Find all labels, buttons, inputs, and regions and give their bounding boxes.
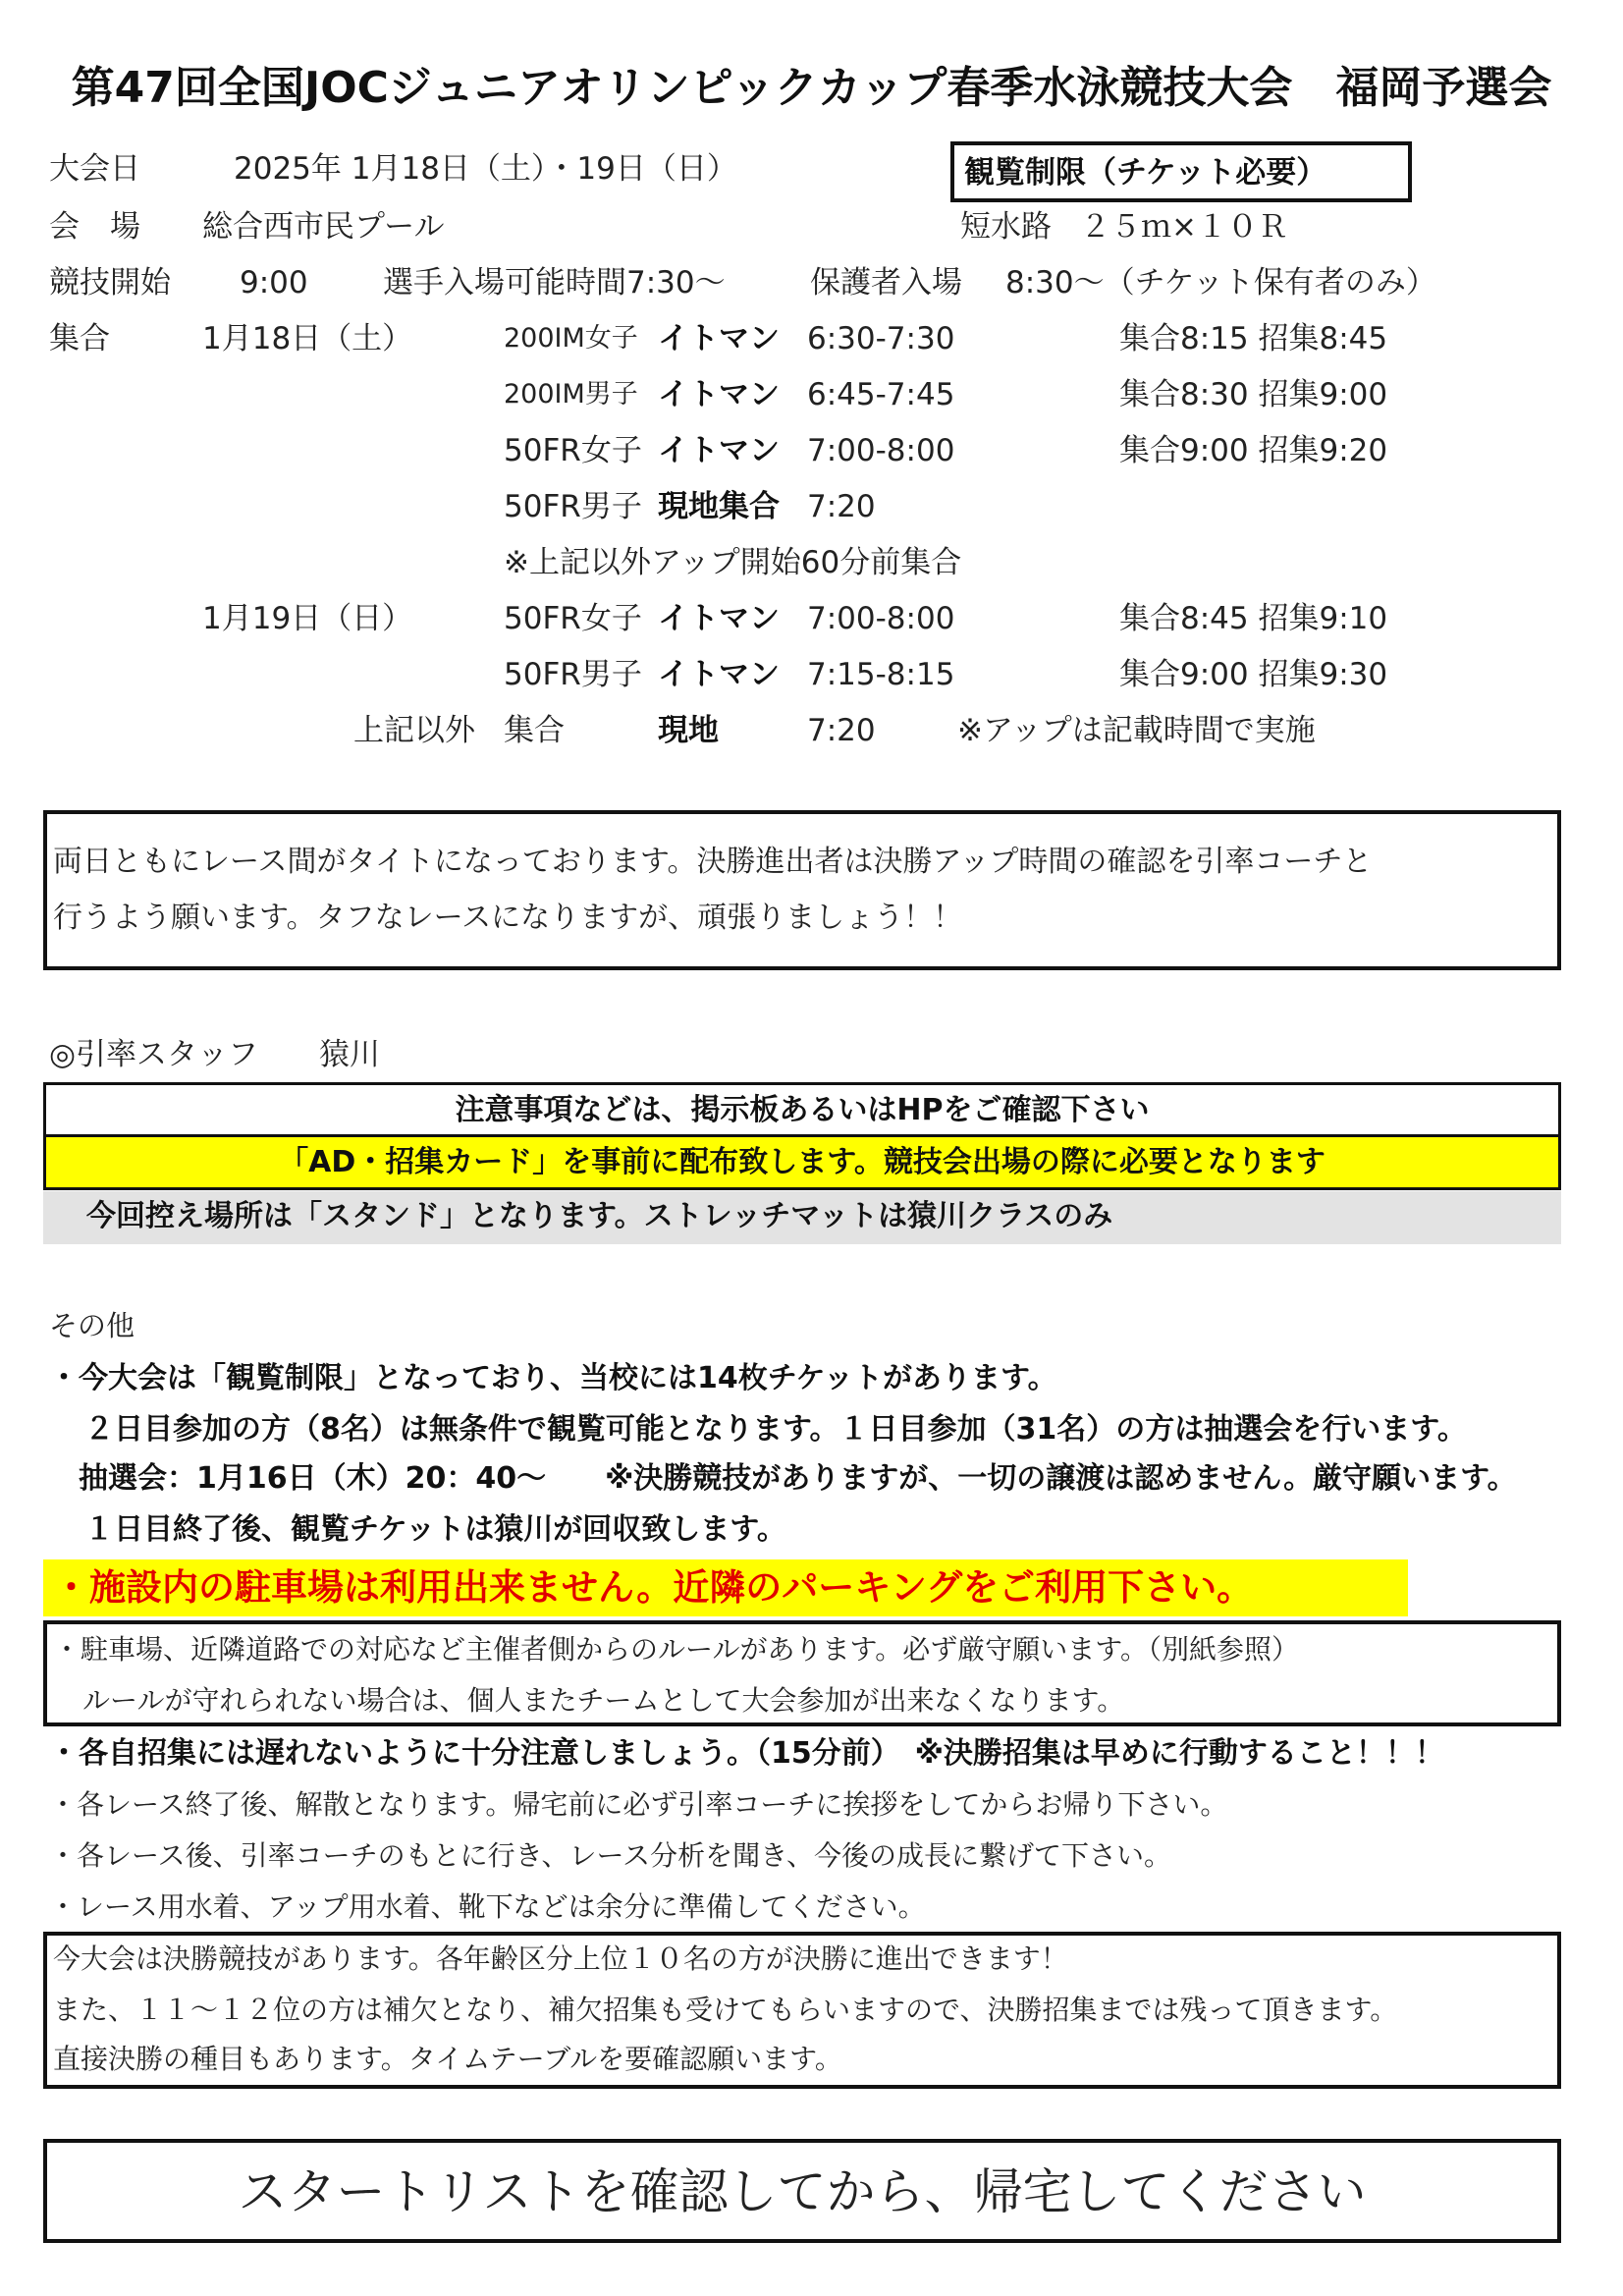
guardian-label: 保護者入場 (810, 265, 962, 301)
other-label: 上記以外 (353, 713, 475, 748)
notice-banner-gray: 今回控え場所は「スタンド」となります。ストレッチマットは猿川クラスのみ (43, 1191, 1561, 1244)
call-warning: ・各自招集には遅れないように十分注意しましょう。（15分前） ※決勝招集は早めに行動すること！！！ (49, 1736, 1444, 1771)
parking-rule-line: ・駐車場、近隣道路での対応など主催者側からのルールがあります。必ず厳守願います。（別紙参照） (53, 1633, 1299, 1666)
after-race-line: ・各レース終了後、解散となります。帰宅前に必ず引率コーチに挨拶をしてからお帰り下さい。 (49, 1788, 1228, 1821)
parking-rules-box (43, 1620, 1561, 1726)
schedule-call: 集合8:45 招集9:10 (1119, 601, 1388, 636)
notice-banner-white: 注意事項などは、掲示板あるいはHPをご確認下さい (43, 1082, 1561, 1137)
ticket-line: １日目終了後、観覧チケットは猿川が回収致します。 (84, 1512, 786, 1547)
schedule-event: 50FR女子 (504, 601, 642, 636)
schedule-event: 50FR男子 (504, 657, 642, 692)
venue-label: 会 場 (49, 209, 140, 245)
schedule-event: 50FR男子 (504, 489, 642, 524)
schedule-place: イトマン (658, 601, 780, 636)
other-time: 7:20 (807, 713, 876, 748)
page-title: 第47回全国JOCジュニアオリンピックカップ春季水泳競技大会 福岡予選会 (71, 63, 1552, 113)
ticket-line: ・今大会は「観覧制限」となっており、当校には14枚チケットがあります。 (49, 1361, 1057, 1395)
schedule-place: イトマン (658, 433, 780, 468)
schedule-call: 集合9:00 招集9:20 (1119, 433, 1388, 468)
day2-label: 1月19日（日） (202, 601, 413, 636)
other-place: 現地 (658, 713, 719, 748)
final-info-line: また、１１〜１２位の方は補欠となり、補欠招集も受けてもらいますので、決勝招集までは残って頂きます。 (53, 1994, 1398, 2026)
after-race-line: ・レース用水着、アップ用水着、靴下などは余分に準備してください。 (49, 1890, 926, 1923)
final-info-line: 直接決勝の種目もあります。タイムテーブルを要確認願います。 (53, 2043, 842, 2075)
schedule-time: 7:00-8:00 (807, 601, 955, 636)
ticket-line: ２日目参加の方（8名）は無条件で観覧可能となります。１日目参加（31名）の方は抽選会を行います。 (84, 1412, 1467, 1447)
schedule-place: イトマン (658, 377, 780, 412)
parking-highlight (43, 1559, 1408, 1616)
schedule-place: イトマン (658, 321, 780, 356)
after-race-line: ・各レース後、引率コーチのもとに行き、レース分析を聞き、今後の成長に繋げて下さい。 (49, 1839, 1171, 1872)
bottom-notice-text: スタートリストを確認してから、帰宅してください (238, 2163, 1367, 2220)
parking-rule-line: ルールが守れられない場合は、個人またチームとして大会参加が出来なくなります。 (82, 1684, 1125, 1717)
schedule-time: 7:20 (807, 489, 876, 524)
schedule-place: 現地集合 (658, 489, 780, 524)
pool-value: ２５ｍ×１０Ｒ (1080, 209, 1288, 245)
schedule-time: 6:45-7:45 (807, 377, 955, 412)
pool-label: 短水路 (960, 209, 1052, 245)
schedule-call: 集合8:30 招集9:00 (1119, 377, 1388, 412)
schedule-call: 集合8:15 招集8:45 (1119, 321, 1388, 356)
spectator-limit-box (950, 141, 1412, 202)
notice-line: 両日ともにレース間がタイトになっております。決勝進出者は決勝アップ時間の確認を引率コーチと (53, 845, 1373, 879)
other-gather: 集合 (504, 713, 565, 748)
notice-line: 行うよう願います。タフなレースになりますが、頑張りましょう！！ (53, 901, 963, 935)
start-time: 9:00 (240, 265, 308, 301)
notice-banner-yellow: 「AD・招集カード」を事前に配布致します。競技会出場の際に必要となります (43, 1137, 1561, 1190)
notice-box (43, 810, 1561, 970)
schedule-event: 50FR女子 (504, 433, 642, 468)
schedule-place: イトマン (658, 657, 780, 692)
bottom-notice-box (43, 2139, 1561, 2243)
schedule-note-day1: ※上記以外アップ開始60分前集合 (504, 545, 962, 580)
parking-warning: ・施設内の駐車場は利用出来ません。近隣のパーキングをご利用下さい。 (53, 1566, 1254, 1609)
date-value: 2025年 1月18日（土）・19日（日） (234, 151, 737, 187)
other-note: ※アップは記載時間で実施 (957, 713, 1316, 748)
gather-label: 集合 (49, 321, 110, 356)
other-heading: その他 (49, 1309, 135, 1342)
final-info-box (43, 1932, 1561, 2089)
schedule-time: 6:30-7:30 (807, 321, 955, 356)
schedule-time: 7:00-8:00 (807, 433, 955, 468)
start-label: 競技開始 (49, 265, 171, 301)
spectator-limit-text: 観覧制限（チケット必要） (964, 155, 1327, 191)
athlete-entry: 選手入場可能時間7:30〜 (383, 265, 726, 301)
schedule-time: 7:15-8:15 (807, 657, 955, 692)
day1-label: 1月18日（土） (202, 321, 413, 356)
venue-value: 総合西市民プール (202, 209, 445, 245)
staff-line: ◎引率スタッフ 猿川 (49, 1037, 381, 1072)
ticket-line: 抽選会：1月16日（木）20：40〜 ※決勝競技がありますが、一切の譲渡は認めません。厳守願います。 (79, 1461, 1517, 1496)
final-info-line: 今大会は決勝競技があります。各年齢区分上位１０名の方が決勝に進出できます！ (53, 1942, 1068, 1975)
schedule-call: 集合9:00 招集9:30 (1119, 657, 1388, 692)
schedule-event: 200IM男子 (504, 379, 638, 410)
date-label: 大会日 (49, 151, 140, 187)
schedule-event: 200IM女子 (504, 323, 638, 354)
guardian-value: 8:30〜（チケット保有者のみ） (1005, 265, 1436, 301)
